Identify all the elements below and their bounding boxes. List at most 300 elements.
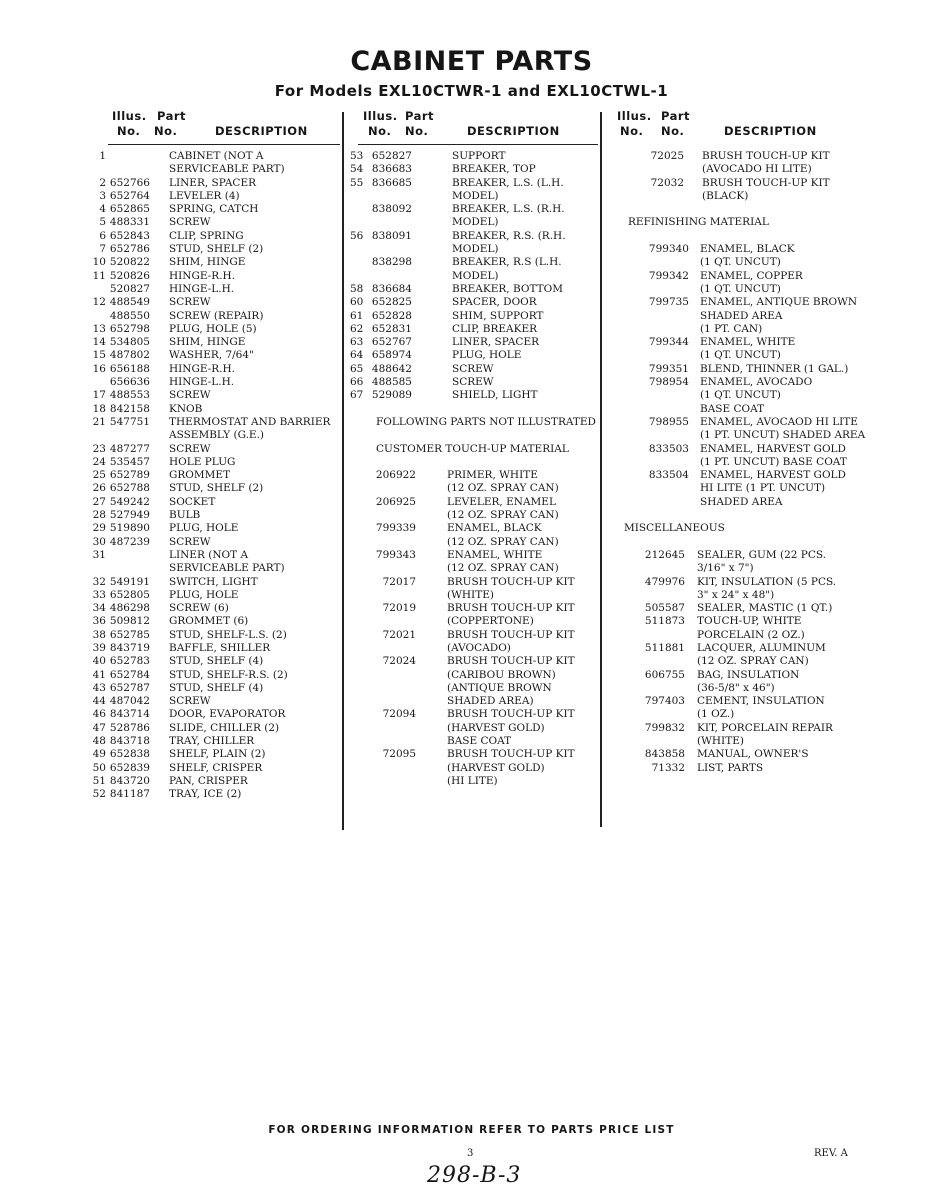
part-row xyxy=(614,562,904,575)
header-description: DESCRIPTION xyxy=(467,124,560,138)
part-number: 72095 xyxy=(382,748,416,761)
section-heading: FOLLOWING PARTS NOT ILLUSTRATED xyxy=(376,415,596,428)
part-row xyxy=(614,748,904,761)
part-row xyxy=(90,708,340,721)
part-row xyxy=(614,403,904,416)
part-row xyxy=(90,243,340,256)
part-row xyxy=(614,642,904,655)
part-description: BREAKER, L.S. (L.H. xyxy=(452,176,564,189)
part-row xyxy=(614,482,904,495)
part-number: 833503 xyxy=(648,442,689,455)
part-row xyxy=(90,336,340,349)
part-description: LACQUER, ALUMINUM xyxy=(697,641,826,654)
part-row xyxy=(614,695,904,708)
part-row xyxy=(614,549,904,562)
part-number: 838298 xyxy=(371,256,412,269)
illus-number: 63 xyxy=(350,336,364,349)
part-number: 652865 xyxy=(109,203,150,216)
illus-number: 44 xyxy=(92,695,106,708)
illus-number: 18 xyxy=(92,402,106,415)
illus-number: 13 xyxy=(92,322,106,335)
part-number: 520826 xyxy=(109,269,150,282)
part-description: BASE COAT xyxy=(700,402,765,415)
header-illus: Illus. xyxy=(363,109,398,123)
part-description: ENAMEL, HARVEST GOLD xyxy=(700,469,846,482)
part-number: 72017 xyxy=(382,575,416,588)
part-description: (HARVEST GOLD) xyxy=(447,721,545,734)
part-row xyxy=(614,283,904,296)
part-number: 838092 xyxy=(371,203,412,216)
part-description: (BLACK) xyxy=(702,189,749,202)
part-row xyxy=(90,642,340,655)
part-description: DOOR, EVAPORATOR xyxy=(169,708,286,721)
part-number: 799339 xyxy=(375,522,416,535)
part-row xyxy=(90,456,340,469)
illus-number: 17 xyxy=(92,389,106,402)
part-row xyxy=(350,655,600,668)
part-description: CABINET (NOT A xyxy=(169,150,264,162)
illus-number: 65 xyxy=(350,362,364,375)
part-description: BREAKER, R.S. (R.H. xyxy=(452,229,566,242)
part-description: STUD, SHELF (2) xyxy=(169,243,264,256)
illus-number: 6 xyxy=(99,229,106,242)
part-number: 799344 xyxy=(648,336,689,349)
part-row xyxy=(90,748,340,761)
part-description: HI LITE (1 PT. UNCUT) xyxy=(700,482,826,495)
part-number: 549242 xyxy=(109,495,150,508)
part-description: (AVOCADO) xyxy=(447,641,511,654)
part-row xyxy=(350,576,600,589)
part-description: HINGE-L.H. xyxy=(169,376,235,389)
illus-number: 49 xyxy=(92,748,106,761)
illus-number: 67 xyxy=(350,389,364,402)
illus-number: 10 xyxy=(92,256,106,269)
header-description: DESCRIPTION xyxy=(724,124,817,138)
part-description: SHADED AREA) xyxy=(447,695,534,708)
part-row xyxy=(90,163,340,176)
part-description: SCREW xyxy=(169,442,211,455)
part-description: (WHITE) xyxy=(447,588,494,601)
illus-number: 3 xyxy=(99,189,106,202)
part-description: BLEND, THINNER (1 GAL.) xyxy=(700,362,849,375)
part-row xyxy=(614,270,904,283)
part-row xyxy=(90,669,340,682)
part-number: 72019 xyxy=(382,602,416,615)
illus-number: 11 xyxy=(92,269,106,282)
part-description: ENAMEL, BLACK xyxy=(700,243,795,256)
part-description: BRUSH TOUCH-UP KIT xyxy=(702,176,830,189)
part-row xyxy=(614,296,904,309)
part-row xyxy=(90,629,340,642)
part-number: 838091 xyxy=(371,229,412,242)
part-row xyxy=(614,722,904,735)
section-heading: MISCELLANEOUS xyxy=(624,522,725,535)
part-number: 487239 xyxy=(109,535,150,548)
part-number: 652831 xyxy=(371,322,412,335)
illus-number: 32 xyxy=(92,575,106,588)
part-row xyxy=(614,615,904,628)
part-row xyxy=(90,416,340,429)
part-description: (WHITE) xyxy=(697,735,744,748)
part-description: STUD, SHELF (2) xyxy=(169,482,264,495)
illus-number: 23 xyxy=(92,442,106,455)
header-no: No. xyxy=(368,124,392,138)
part-row xyxy=(350,722,600,735)
part-row xyxy=(614,602,904,615)
part-description: (CARIBOU BROWN) xyxy=(447,668,556,681)
part-description: (1 QT. UNCUT) xyxy=(700,282,781,295)
illus-number: 50 xyxy=(92,761,106,774)
header-rule xyxy=(108,144,340,145)
header-illus: Illus. xyxy=(617,109,652,123)
part-number: 509812 xyxy=(109,615,150,628)
section-heading: CUSTOMER TOUCH-UP MATERIAL xyxy=(376,442,569,455)
part-description: (12 OZ. SPRAY CAN) xyxy=(447,509,559,522)
illus-number: 28 xyxy=(92,509,106,522)
part-number: 652767 xyxy=(371,336,412,349)
part-description: GROMMET (6) xyxy=(169,615,249,628)
part-row xyxy=(350,629,600,642)
part-description: LINER (NOT A xyxy=(169,548,249,561)
part-number: 549191 xyxy=(109,575,150,588)
part-description: SWITCH, LIGHT xyxy=(169,575,258,588)
part-row xyxy=(90,509,340,522)
part-number: 799342 xyxy=(648,269,689,282)
part-row xyxy=(90,310,340,323)
part-description: SHADED AREA xyxy=(700,495,783,508)
part-row xyxy=(350,522,600,535)
part-description: ENAMEL, AVOCADO xyxy=(700,376,813,389)
part-row xyxy=(350,283,600,296)
illus-number: 15 xyxy=(92,349,106,362)
part-description: MANUAL, OWNER'S xyxy=(697,748,809,761)
part-row xyxy=(350,469,600,482)
part-description: (1 PT. CAN) xyxy=(700,322,763,335)
part-number: 72025 xyxy=(650,150,684,162)
part-description: SLIDE, CHILLER (2) xyxy=(169,721,280,734)
part-row xyxy=(90,735,340,748)
part-row xyxy=(614,429,904,442)
part-number: 488331 xyxy=(109,216,150,229)
part-number: 487277 xyxy=(109,442,150,455)
part-number: 843720 xyxy=(109,774,150,787)
part-description: BRUSH TOUCH-UP KIT xyxy=(702,150,830,162)
part-description: MODEL) xyxy=(452,216,499,229)
part-description: LINER, SPACER xyxy=(452,336,540,349)
part-row xyxy=(350,762,600,775)
part-number: 652838 xyxy=(109,748,150,761)
part-number: 488585 xyxy=(371,376,412,389)
illus-number: 24 xyxy=(92,455,106,468)
part-row xyxy=(350,536,600,549)
part-description: PLUG, HOLE xyxy=(452,349,522,362)
part-description: (36-5/8" x 46") xyxy=(697,681,775,694)
part-description: (HARVEST GOLD) xyxy=(447,761,545,774)
part-number: 652766 xyxy=(109,176,150,189)
part-description: SCREW (REPAIR) xyxy=(169,309,264,322)
part-row xyxy=(350,177,600,190)
illus-number: 26 xyxy=(92,482,106,495)
illus-number: 34 xyxy=(92,602,106,615)
part-row xyxy=(90,762,340,775)
part-description: SHIELD, LIGHT xyxy=(452,389,538,402)
part-row xyxy=(90,296,340,309)
part-description: CLIP, SPRING xyxy=(169,229,244,242)
part-description: SOCKET xyxy=(169,495,216,508)
part-row xyxy=(614,655,904,668)
part-row xyxy=(90,682,340,695)
illus-number: 41 xyxy=(92,668,106,681)
part-number: 652789 xyxy=(109,469,150,482)
part-description: SHELF, CRISPER xyxy=(169,761,263,774)
part-description: BRUSH TOUCH-UP KIT xyxy=(447,748,575,761)
illus-number: 1 xyxy=(99,150,106,162)
part-row xyxy=(90,443,340,456)
part-row xyxy=(350,695,600,708)
part-row xyxy=(614,336,904,349)
part-row xyxy=(350,323,600,336)
part-description: BRUSH TOUCH-UP KIT xyxy=(447,575,575,588)
part-row xyxy=(90,323,340,336)
part-row xyxy=(614,669,904,682)
part-description: (1 OZ.) xyxy=(697,708,735,721)
part-row xyxy=(90,589,340,602)
part-description: (HI LITE) xyxy=(447,774,498,787)
header-illus: Illus. xyxy=(112,109,147,123)
part-row xyxy=(350,163,600,176)
part-number: 652784 xyxy=(109,668,150,681)
part-row xyxy=(90,349,340,362)
part-number: 843858 xyxy=(644,748,685,761)
part-number: 799832 xyxy=(644,721,685,734)
part-number: 652787 xyxy=(109,681,150,694)
part-number: 652839 xyxy=(109,761,150,774)
part-number: 652805 xyxy=(109,588,150,601)
illus-number: 38 xyxy=(92,628,106,641)
part-row xyxy=(350,669,600,682)
part-number: 652798 xyxy=(109,322,150,335)
part-description: MODEL) xyxy=(452,269,499,282)
part-number: 487042 xyxy=(109,695,150,708)
part-row xyxy=(90,602,340,615)
illus-number: 55 xyxy=(350,176,364,189)
part-description: ENAMEL, AVOCAOD HI LITE xyxy=(700,415,858,428)
header-no: No. xyxy=(620,124,644,138)
part-number: 527949 xyxy=(109,509,150,522)
illus-number: 30 xyxy=(92,535,106,548)
illus-number: 47 xyxy=(92,721,106,734)
part-number: 535457 xyxy=(109,455,150,468)
part-row xyxy=(614,150,904,163)
part-row xyxy=(350,243,600,256)
part-description: BRUSH TOUCH-UP KIT xyxy=(447,602,575,615)
part-description: SPRING, CATCH xyxy=(169,203,259,216)
parts-column-3 xyxy=(614,110,904,775)
part-row xyxy=(614,589,904,602)
part-description: BREAKER, TOP xyxy=(452,163,536,176)
part-row xyxy=(350,589,600,602)
part-row xyxy=(350,642,600,655)
part-number: 652825 xyxy=(371,296,412,309)
part-description: LEVELER, ENAMEL xyxy=(447,495,556,508)
header-part: Part xyxy=(157,109,187,123)
part-row xyxy=(350,602,600,615)
part-description: (12 OZ. SPRAY CAN) xyxy=(697,655,809,668)
part-row xyxy=(90,482,340,495)
part-row xyxy=(350,270,600,283)
part-description: SHELF, PLAIN (2) xyxy=(169,748,266,761)
part-description: SHIM, SUPPORT xyxy=(452,309,544,322)
section-heading: REFINISHING MATERIAL xyxy=(628,216,769,229)
part-row xyxy=(90,536,340,549)
illus-number: 7 xyxy=(99,243,106,256)
part-description: LIST, PARTS xyxy=(697,761,764,774)
part-row xyxy=(614,310,904,323)
part-description: BREAKER, L.S. (R.H. xyxy=(452,203,565,216)
part-row xyxy=(614,456,904,469)
part-number: 843714 xyxy=(109,708,150,721)
illus-number: 58 xyxy=(350,282,364,295)
header-part: Part xyxy=(661,109,691,123)
part-row xyxy=(350,363,600,376)
part-row xyxy=(90,177,340,190)
illus-number: 40 xyxy=(92,655,106,668)
part-number: 606755 xyxy=(644,668,685,681)
part-description: (1 QT. UNCUT) xyxy=(700,349,781,362)
part-description: GROMMET xyxy=(169,469,231,482)
part-number: 488642 xyxy=(371,362,412,375)
part-number: 798954 xyxy=(648,376,689,389)
part-row xyxy=(90,150,340,163)
part-description: SCREW xyxy=(169,216,211,229)
part-description: PLUG, HOLE xyxy=(169,522,239,535)
part-number: 652785 xyxy=(109,628,150,641)
part-description: SHIM, HINGE xyxy=(169,336,246,349)
part-row xyxy=(350,509,600,522)
part-number: 799340 xyxy=(648,243,689,256)
part-number: 658974 xyxy=(371,349,412,362)
part-row xyxy=(350,336,600,349)
part-description: STUD, SHELF-L.S. (2) xyxy=(169,628,287,641)
part-number: 652783 xyxy=(109,655,150,668)
part-number: 798955 xyxy=(648,415,689,428)
part-description: SUPPORT xyxy=(452,150,506,162)
part-row xyxy=(90,389,340,402)
part-row xyxy=(90,283,340,296)
part-number: 72021 xyxy=(382,628,416,641)
part-row xyxy=(90,655,340,668)
part-number: 488550 xyxy=(109,309,150,322)
part-description: STUD, SHELF-R.S. (2) xyxy=(169,668,288,681)
part-row xyxy=(350,203,600,216)
part-description: PORCELAIN (2 OZ.) xyxy=(697,628,805,641)
model-subtitle: For Models EXL10CTWR-1 and EXL10CTWL-1 xyxy=(274,82,669,100)
part-row xyxy=(614,762,904,775)
part-number: 842158 xyxy=(109,402,150,415)
header-no: No. xyxy=(405,124,429,138)
illus-number: 53 xyxy=(350,150,364,162)
part-description: CEMENT, INSULATION xyxy=(697,695,825,708)
illus-number: 14 xyxy=(92,336,106,349)
part-description: (1 QT. UNCUT) xyxy=(700,389,781,402)
part-description: KNOB xyxy=(169,402,203,415)
page-title: CABINET PARTS xyxy=(350,46,593,77)
part-number: 836683 xyxy=(371,163,412,176)
part-row xyxy=(614,376,904,389)
part-number: 843719 xyxy=(109,641,150,654)
part-row xyxy=(350,296,600,309)
part-description: (1 PT. UNCUT) SHADED AREA xyxy=(700,429,866,442)
part-description: ENAMEL, HARVEST GOLD xyxy=(700,442,846,455)
page-number: 3 xyxy=(467,1148,474,1159)
part-description: 3" x 24" x 48") xyxy=(697,588,775,601)
part-row xyxy=(90,469,340,482)
part-description: SEALER, MASTIC (1 QT.) xyxy=(697,602,833,615)
illus-number: 31 xyxy=(92,548,106,561)
part-row xyxy=(350,562,600,575)
part-row xyxy=(350,256,600,269)
part-description: SHADED AREA xyxy=(700,309,783,322)
illus-number: 21 xyxy=(92,415,106,428)
part-description: ENAMEL, COPPER xyxy=(700,269,803,282)
part-description: BAG, INSULATION xyxy=(697,668,800,681)
part-row xyxy=(90,270,340,283)
part-number: 479976 xyxy=(644,575,685,588)
illus-number: 36 xyxy=(92,615,106,628)
illus-number: 62 xyxy=(350,322,364,335)
part-row xyxy=(350,150,600,163)
part-number: 488553 xyxy=(109,389,150,402)
part-number: 511873 xyxy=(644,615,685,628)
parts-column-2 xyxy=(350,110,600,788)
part-row xyxy=(90,216,340,229)
part-number: 72032 xyxy=(650,176,684,189)
illus-number: 33 xyxy=(92,588,106,601)
part-description: KIT, INSULATION (5 PCS. xyxy=(697,575,837,588)
part-description: ENAMEL, WHITE xyxy=(447,548,543,561)
illus-number: 25 xyxy=(92,469,106,482)
part-description: ENAMEL, WHITE xyxy=(700,336,796,349)
part-number: 519890 xyxy=(109,522,150,535)
ordering-info-footer: FOR ORDERING INFORMATION REFER TO PARTS PRICE LIST xyxy=(268,1124,675,1136)
illus-number: 51 xyxy=(92,774,106,787)
illus-number: 66 xyxy=(350,376,364,389)
part-row xyxy=(350,349,600,362)
parts-column-1 xyxy=(90,110,340,802)
part-description: SEALER, GUM (22 PCS. xyxy=(697,548,827,561)
part-description: (1 QT. UNCUT) xyxy=(700,256,781,269)
illus-number: 39 xyxy=(92,641,106,654)
part-number: 534805 xyxy=(109,336,150,349)
part-description: MODEL) xyxy=(452,189,499,202)
part-number: 511881 xyxy=(644,641,685,654)
part-description: BULB xyxy=(169,509,201,522)
part-description: LINER, SPACER xyxy=(169,176,257,189)
part-description: (1 PT. UNCUT) BASE COAT xyxy=(700,455,847,468)
part-description: CLIP, BREAKER xyxy=(452,322,538,335)
revision-label: REV. A xyxy=(814,1148,848,1159)
part-number: 652788 xyxy=(109,482,150,495)
part-description: BRUSH TOUCH-UP KIT xyxy=(447,655,575,668)
illus-number: 12 xyxy=(92,296,106,309)
part-row xyxy=(614,708,904,721)
part-number: 656636 xyxy=(109,376,150,389)
part-description: SERVICEABLE PART) xyxy=(169,562,285,575)
part-description: HOLE PLUG xyxy=(169,455,236,468)
part-row xyxy=(614,243,904,256)
part-description: TRAY, ICE (2) xyxy=(169,788,242,801)
part-row xyxy=(350,735,600,748)
